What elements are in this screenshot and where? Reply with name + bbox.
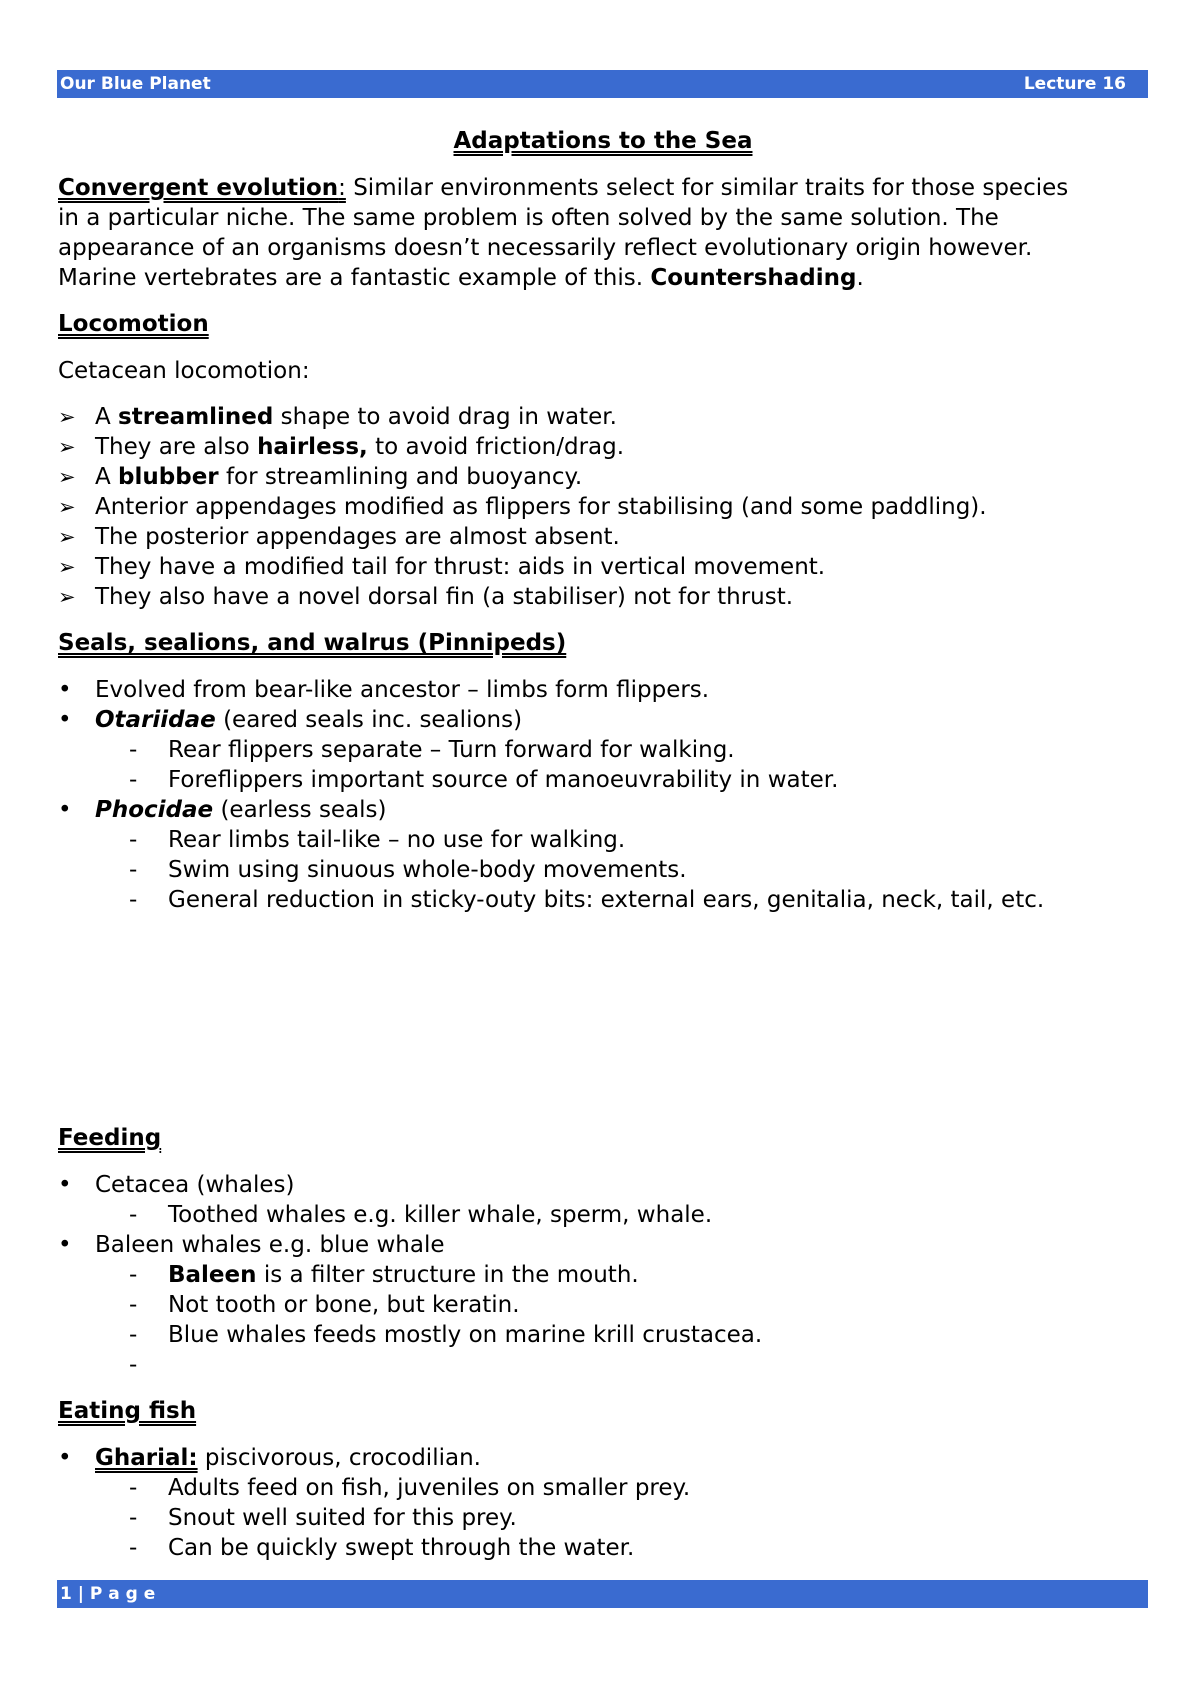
dash-marker: - [129, 1535, 138, 1561]
header-course-title: Our Blue Planet [60, 74, 211, 94]
arrow-bullet-icon: ➢ [58, 555, 76, 579]
bullet-icon: • [58, 1172, 72, 1198]
dash-marker: - [129, 767, 138, 793]
dash-marker: - [129, 1292, 138, 1318]
page-number: 1 | P a g e [60, 1584, 156, 1604]
intro-line-2: in a particular niche. The same problem is often solved by the same solution. The [58, 205, 999, 231]
bullet-icon: • [58, 707, 72, 733]
page-title: Adaptations to the Sea [453, 128, 753, 154]
header-lecture-number: Lecture 16 [1023, 74, 1126, 94]
arrow-bullet-icon: ➢ [58, 585, 76, 609]
bullet-icon: • [58, 1445, 72, 1471]
dash-marker: - [129, 1475, 138, 1501]
arrow-bullet-icon: ➢ [58, 525, 76, 549]
dash-marker: - [129, 857, 138, 883]
section-heading-locomotion: Locomotion [58, 311, 209, 337]
section-heading-eating-fish: Eating fish [58, 1398, 197, 1424]
bullet-icon: • [58, 1232, 72, 1258]
dash-marker: - [129, 1202, 138, 1228]
dash-marker: - [129, 1322, 138, 1348]
intro-line-3: appearance of an organisms doesn’t necessarily reflect evolutionary origin however. [58, 235, 1033, 261]
bullet-icon: • [58, 677, 72, 703]
dash-marker: - [129, 1505, 138, 1531]
intro-line-1: Convergent evolution: Similar environments select for similar traits for those species [58, 175, 1069, 201]
dash-marker: - [129, 1262, 138, 1288]
arrow-bullet-icon: ➢ [58, 435, 76, 459]
section-heading-pinnipeds: Seals, sealions, and walrus (Pinnipeds) [58, 630, 567, 656]
locomotion-subheading: Cetacean locomotion: [58, 358, 310, 384]
intro-term: Convergent evolution [58, 175, 339, 201]
section-heading-feeding: Feeding [58, 1125, 162, 1151]
dash-marker: - [129, 827, 138, 853]
dash-marker: - [129, 887, 138, 913]
dash-marker: - [129, 1352, 138, 1378]
dash-marker: - [129, 737, 138, 763]
bullet-icon: • [58, 797, 72, 823]
arrow-bullet-icon: ➢ [58, 405, 76, 429]
page-footer [57, 1580, 1148, 1608]
intro-line-4: Marine vertebrates are a fantastic example of this. Countershading. [58, 265, 864, 291]
arrow-bullet-icon: ➢ [58, 495, 76, 519]
arrow-bullet-icon: ➢ [58, 465, 76, 489]
page-header [57, 70, 1148, 98]
